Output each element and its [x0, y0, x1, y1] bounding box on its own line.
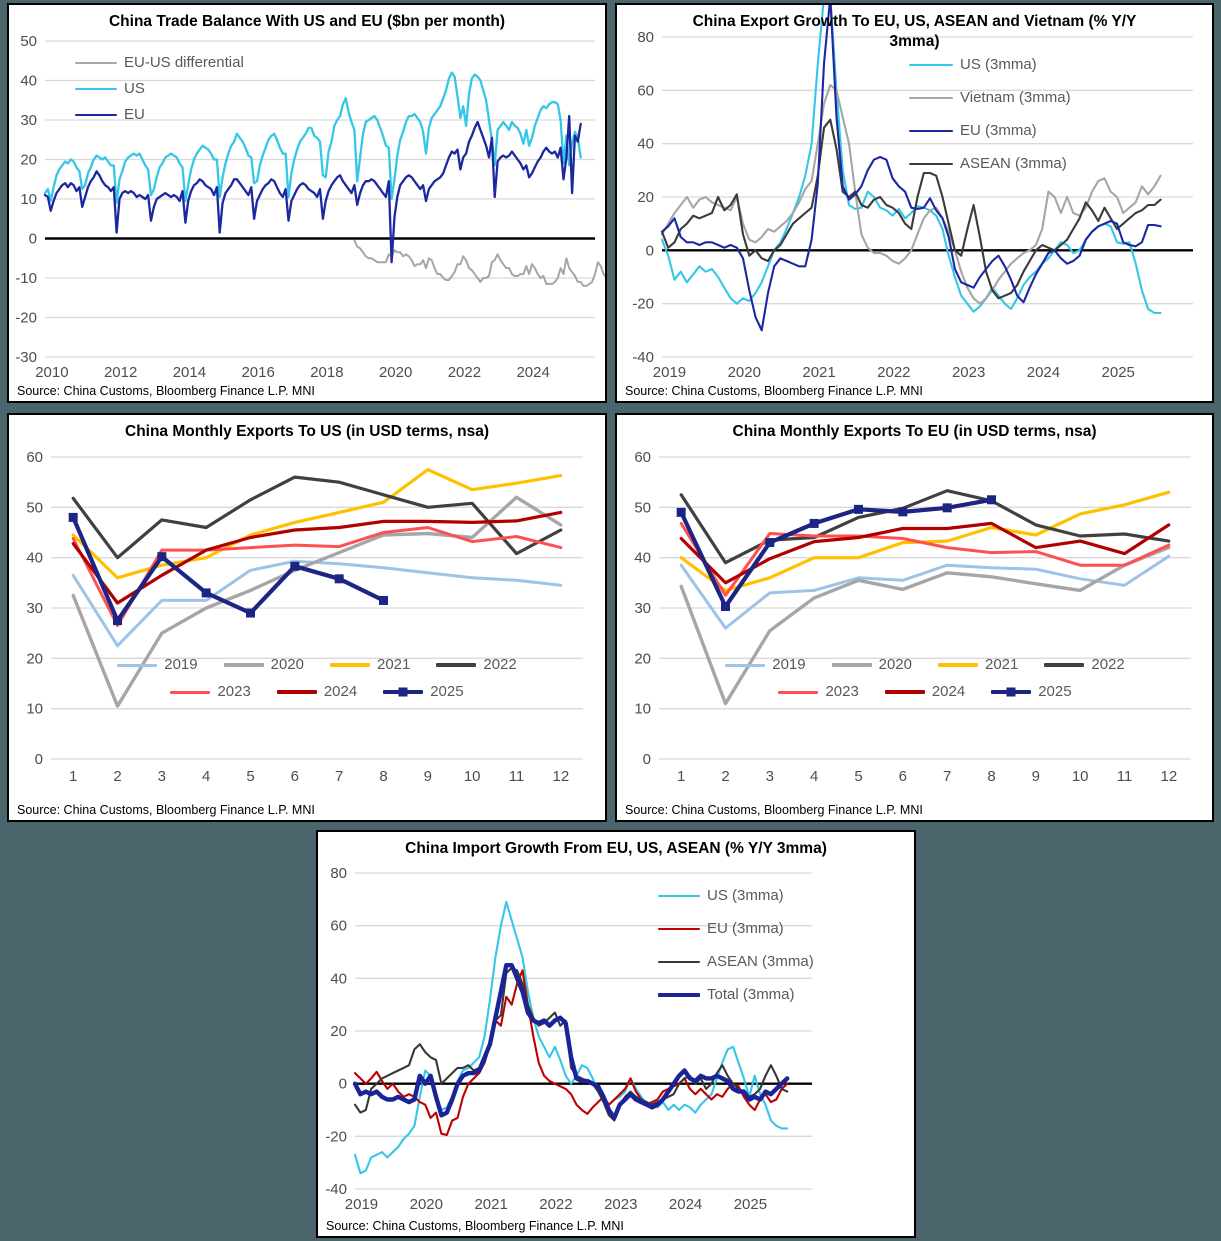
- y-tick-label: -30: [15, 349, 37, 366]
- y-tick-label: 20: [20, 151, 37, 169]
- y-tick-label: 0: [642, 751, 651, 768]
- y-tick-label: 0: [34, 751, 43, 768]
- series-marker-2025: [987, 495, 996, 504]
- source-note: Source: China Customs, Bloomberg Finance L.P. MNI: [326, 1219, 624, 1233]
- legend-line-swatch: [75, 114, 117, 116]
- legend-item-2021: [938, 655, 1018, 675]
- x-tick-label: 11: [508, 768, 525, 785]
- series-marker-2025: [898, 507, 907, 516]
- y-tick-label: 20: [330, 1023, 347, 1040]
- y-tick-label: -20: [15, 309, 37, 327]
- legend: [51, 655, 583, 702]
- legend-line-swatch: [832, 663, 872, 666]
- legend-line-swatch: [1044, 663, 1084, 666]
- legend-label: 2023: [217, 683, 251, 700]
- x-tick-label: 11: [1116, 768, 1133, 785]
- legend-label: Vietnam (3mma): [960, 89, 1071, 106]
- legend-line-swatch: [330, 663, 370, 666]
- x-tick-label: 1: [68, 768, 78, 785]
- y-tick-label: -20: [632, 295, 654, 313]
- legend-label: 2022: [483, 656, 517, 673]
- y-tick-label: 10: [26, 700, 43, 718]
- legend-item-vietnam-3mma-: [909, 88, 1071, 108]
- x-tick-label: 8: [379, 768, 388, 785]
- legend-item-2025: [991, 682, 1071, 702]
- legend-label: 2020: [878, 656, 912, 673]
- chart-panel-monthly-exports-eu: [615, 413, 1214, 822]
- chart-title: [19, 12, 595, 32]
- legend-line-swatch: [436, 663, 476, 666]
- x-tick-label: 8: [987, 768, 996, 785]
- legend-item-us-3mma-: [658, 886, 814, 906]
- legend-label: 2019: [164, 656, 198, 673]
- y-tick-label: 30: [20, 112, 37, 129]
- series-marker-2025: [69, 513, 78, 522]
- legend-label: US (3mma): [960, 56, 1037, 73]
- series-marker-2025: [157, 552, 166, 561]
- y-tick-label: 10: [20, 191, 37, 208]
- y-tick-label: 0: [28, 230, 37, 248]
- x-tick-label: 2019: [344, 1196, 379, 1213]
- y-tick-label: 30: [26, 600, 43, 617]
- x-tick-label: 2021: [802, 364, 836, 381]
- series-marker-2025: [379, 596, 388, 605]
- y-tick-label: 10: [634, 700, 651, 718]
- x-tick-label: 6: [290, 768, 300, 785]
- legend-label: 2025: [1038, 683, 1072, 700]
- x-tick-label: 2016: [241, 364, 275, 381]
- series-marker-2025: [202, 588, 211, 597]
- legend-line-swatch: [991, 690, 1031, 694]
- legend-line-swatch: [658, 928, 700, 930]
- y-tick-label: 40: [330, 970, 347, 988]
- legend-line-swatch: [75, 88, 117, 90]
- legend-line-swatch: [658, 961, 700, 963]
- x-tick-label: 2021: [474, 1196, 508, 1213]
- legend-label: 2021: [377, 656, 411, 673]
- legend-row: [170, 682, 463, 702]
- series-marker-2025: [290, 562, 299, 571]
- legend-item-us: [75, 79, 244, 99]
- x-tick-label: 9: [1031, 768, 1041, 785]
- x-tick-label: 2024: [1026, 364, 1061, 381]
- x-tick-label: 2023: [604, 1196, 638, 1213]
- x-tick-label: 4: [809, 768, 819, 785]
- y-tick-label: 20: [637, 189, 654, 206]
- x-tick-label: 2022: [447, 364, 482, 381]
- x-tick-label: 2020: [727, 364, 761, 381]
- legend-item-2021: [330, 655, 410, 675]
- legend-line-swatch: [383, 690, 423, 694]
- legend-item-2023: [170, 682, 250, 702]
- legend-label: 2025: [430, 683, 464, 700]
- x-tick-label: 7: [942, 768, 952, 785]
- x-tick-label: 2014: [172, 364, 207, 381]
- series-line-2025: [73, 517, 383, 620]
- y-tick-label: 0: [645, 242, 654, 260]
- legend-item-2022: [436, 655, 516, 675]
- chart-title: [328, 839, 904, 859]
- legend-item-2023: [778, 682, 858, 702]
- y-tick-label: 40: [26, 549, 43, 567]
- y-tick-label: -40: [325, 1181, 347, 1198]
- legend-line-swatch: [885, 690, 925, 693]
- y-tick-label: 40: [20, 72, 37, 90]
- series-marker-2025: [246, 609, 255, 618]
- chart-panel-trade-balance-us-eu: [7, 3, 607, 403]
- legend-label: EU-US differential: [124, 54, 244, 71]
- plot-area: [318, 832, 914, 1236]
- y-tick-label: 40: [634, 549, 651, 567]
- legend-item-2025: [383, 682, 463, 702]
- y-tick-label: 40: [637, 135, 654, 153]
- x-tick-label: 2022: [539, 1196, 573, 1213]
- series-marker-2025: [810, 519, 819, 528]
- source-note: Source: China Customs, Bloomberg Finance L.P. MNI: [625, 803, 923, 817]
- series-line-eu: [45, 116, 581, 262]
- legend-item-2020: [224, 655, 304, 675]
- legend-row: [117, 655, 517, 675]
- x-tick-label: 2019: [652, 364, 687, 381]
- y-tick-label: -20: [325, 1128, 347, 1146]
- legend-item-asean-3mma-: [909, 154, 1071, 174]
- legend-line-swatch: [938, 663, 978, 666]
- y-tick-label: 20: [634, 650, 651, 668]
- legend-item-total-3mma-: [658, 985, 814, 1005]
- y-tick-label: 20: [26, 650, 43, 668]
- legend-label: 2024: [323, 683, 358, 700]
- legend-item-eu: [75, 105, 244, 125]
- legend-label: 2022: [1091, 656, 1125, 673]
- x-tick-label: 2012: [103, 364, 138, 381]
- x-tick-label: 3: [157, 768, 167, 785]
- chart-title-line: China Import Growth From EU, US, ASEAN (% Y/Y 3mma): [405, 840, 827, 857]
- chart-title-line: China Monthly Exports To EU (in USD terms, nsa): [732, 423, 1097, 440]
- series-marker-2025: [854, 505, 863, 514]
- legend-line-swatch: [909, 97, 953, 99]
- series-marker-2025: [721, 602, 730, 611]
- chart-title: [627, 422, 1202, 442]
- x-tick-label: 2024: [668, 1196, 703, 1213]
- x-tick-label: 5: [854, 768, 863, 785]
- x-tick-label: 10: [463, 768, 481, 785]
- x-tick-label: 4: [201, 768, 211, 785]
- plot-area: [9, 415, 605, 820]
- x-tick-label: 5: [246, 768, 255, 785]
- y-tick-label: 60: [330, 917, 347, 935]
- legend-item-2022: [1044, 655, 1124, 675]
- legend-item-eu-3mma-: [658, 919, 814, 939]
- x-tick-label: 3: [765, 768, 775, 785]
- legend-line-swatch: [117, 664, 157, 667]
- plot-area: [617, 415, 1212, 820]
- legend-marker-swatch: [1007, 688, 1016, 697]
- chart-title: [627, 12, 1202, 52]
- x-tick-label: 9: [423, 768, 433, 785]
- legend: [659, 655, 1191, 702]
- x-tick-label: 2018: [310, 364, 344, 381]
- y-tick-label: 50: [26, 499, 43, 517]
- x-tick-label: 2020: [378, 364, 413, 381]
- legend-item-2019: [117, 655, 197, 675]
- legend-line-swatch: [658, 895, 700, 897]
- chart-panel-monthly-exports-us: [7, 413, 607, 822]
- legend-item-eu-3mma-: [909, 121, 1071, 141]
- source-note: Source: China Customs, Bloomberg Finance L.P. MNI: [625, 384, 923, 398]
- legend-label: 2024: [931, 683, 966, 700]
- chart-title-line: China Trade Balance With US and EU ($bn per month): [108, 13, 505, 30]
- x-tick-label: 2: [113, 768, 122, 785]
- x-tick-label: 12: [1160, 768, 1178, 785]
- legend: [909, 55, 1071, 187]
- legend-label: US: [124, 80, 145, 97]
- legend-item-2024: [885, 682, 965, 702]
- legend-item-2019: [725, 655, 805, 675]
- legend-line-swatch: [725, 664, 765, 667]
- x-tick-label: 2023: [951, 364, 986, 381]
- y-tick-label: -40: [632, 349, 654, 366]
- legend-row: [725, 655, 1125, 675]
- legend-line-swatch: [778, 691, 818, 694]
- source-note: Source: China Customs, Bloomberg Finance L.P. MNI: [17, 384, 315, 398]
- legend-item-eu-us-differential: [75, 53, 244, 73]
- series-marker-2025: [677, 508, 686, 517]
- legend-label: 2020: [270, 656, 304, 673]
- legend-line-swatch: [658, 993, 700, 997]
- legend-line-swatch: [75, 62, 117, 64]
- y-tick-label: 80: [637, 29, 654, 46]
- x-tick-label: 2: [721, 768, 730, 785]
- chart-title-line: 3mma): [889, 33, 940, 51]
- x-tick-label: 2025: [733, 1196, 768, 1213]
- y-tick-label: 30: [634, 600, 651, 617]
- x-tick-label: 7: [334, 768, 344, 785]
- source-note: Source: China Customs, Bloomberg Finance L.P. MNI: [17, 803, 315, 817]
- chart-title-line: China Export Growth To EU, US, ASEAN and Vietnam (% Y/Y: [692, 13, 1137, 30]
- legend-label: EU (3mma): [960, 122, 1037, 139]
- series-marker-2025: [113, 616, 122, 625]
- legend-label: 2019: [772, 656, 806, 673]
- legend-label: EU (3mma): [707, 920, 784, 937]
- series-marker-2025: [943, 503, 952, 512]
- y-tick-label: 60: [26, 449, 43, 466]
- legend-line-swatch: [909, 163, 953, 165]
- x-tick-label: 12: [552, 768, 570, 785]
- x-tick-label: 2010: [35, 364, 69, 381]
- y-tick-label: -10: [15, 270, 37, 287]
- x-tick-label: 10: [1071, 768, 1089, 785]
- legend: [658, 886, 814, 1018]
- chart-title: [19, 422, 595, 442]
- chart-title-line: China Monthly Exports To US (in USD terms, nsa): [125, 423, 489, 440]
- chart-panel-export-growth: [615, 3, 1214, 403]
- legend-label: ASEAN (3mma): [707, 953, 814, 970]
- series-marker-2025: [765, 538, 774, 547]
- legend-line-swatch: [170, 691, 210, 694]
- x-tick-label: 6: [898, 768, 908, 785]
- x-tick-label: 2022: [877, 364, 911, 381]
- series-marker-2025: [335, 574, 344, 583]
- legend-line-swatch: [909, 130, 953, 132]
- legend-item-asean-3mma-: [658, 952, 814, 972]
- legend-label: EU: [124, 106, 145, 123]
- legend-row: [778, 682, 1071, 702]
- legend-label: US (3mma): [707, 887, 784, 904]
- x-tick-label: 2020: [409, 1196, 443, 1213]
- legend-label: 2023: [825, 683, 859, 700]
- x-tick-label: 2025: [1101, 364, 1135, 381]
- legend: [75, 53, 244, 131]
- legend-line-swatch: [909, 64, 953, 66]
- y-tick-label: 0: [338, 1075, 347, 1093]
- series-line-2022: [681, 491, 1169, 563]
- legend-label: ASEAN (3mma): [960, 155, 1067, 172]
- legend-label: Total (3mma): [707, 986, 795, 1003]
- legend-line-swatch: [224, 663, 264, 666]
- legend-marker-swatch: [399, 688, 408, 697]
- legend-item-us-3mma-: [909, 55, 1071, 75]
- legend-item-2024: [277, 682, 357, 702]
- y-tick-label: 50: [20, 33, 37, 50]
- y-tick-label: 60: [637, 82, 654, 100]
- chart-panel-import-growth: [316, 830, 916, 1238]
- x-tick-label: 1: [676, 768, 686, 785]
- legend-label: 2021: [985, 656, 1019, 673]
- y-tick-label: 50: [634, 499, 651, 517]
- y-tick-label: 80: [330, 865, 347, 882]
- x-tick-label: 2024: [516, 364, 550, 381]
- legend-item-2020: [832, 655, 912, 675]
- legend-line-swatch: [277, 690, 317, 693]
- y-tick-label: 60: [634, 449, 651, 466]
